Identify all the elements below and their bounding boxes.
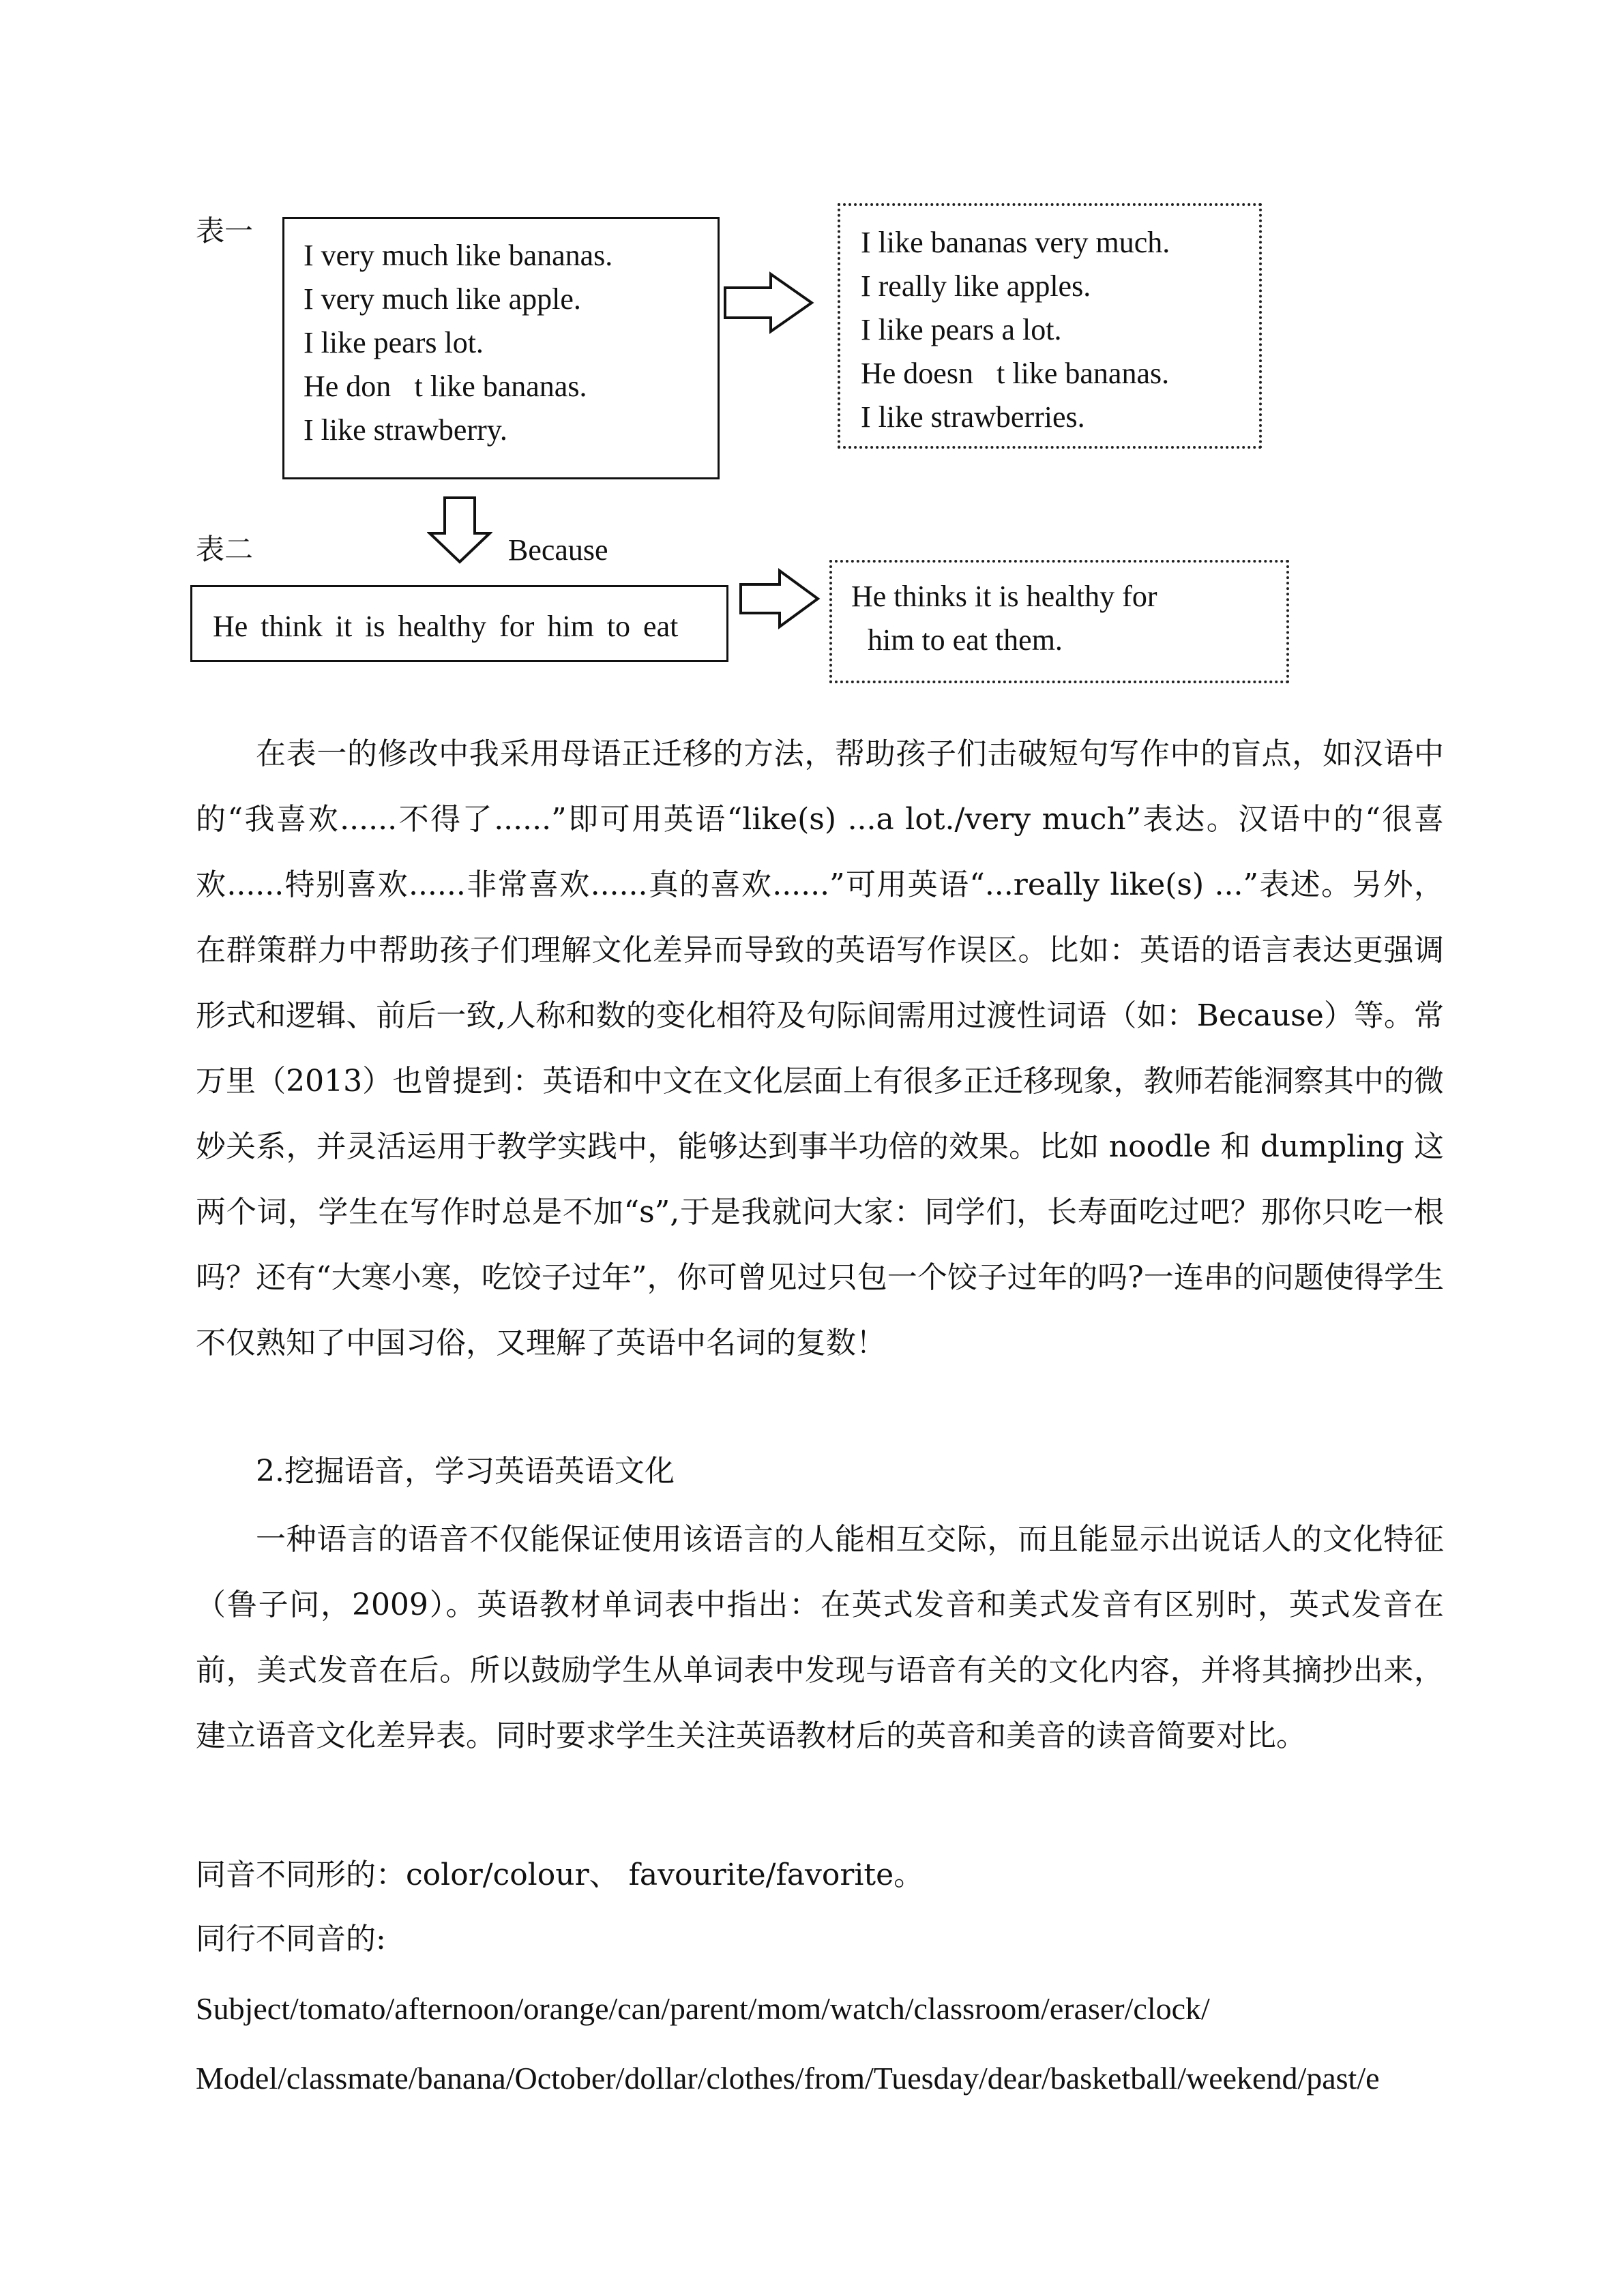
- table1-corrected-line: I like bananas very much.: [861, 226, 1170, 259]
- table2-original-line: He think it is healthy for him to eat: [213, 610, 679, 643]
- table1-label: 表一: [196, 214, 254, 248]
- table1-corrected-line: I like pears a lot.: [861, 313, 1062, 346]
- table2-corrected-line: He thinks it is healthy for: [851, 580, 1157, 613]
- table1-corrected-line: I really like apples.: [861, 269, 1091, 303]
- table2-label: 表二: [196, 533, 254, 566]
- table2-corrected-line: him to eat them.: [868, 623, 1063, 657]
- table1-original-line: I like pears lot.: [304, 326, 484, 359]
- homophone-line: 同音不同形的：color/colour、 favourite/favorite。: [196, 1858, 924, 1892]
- word-list-line: Model/classmate/banana/October/dollar/clothes/from/Tuesday/dear/basketball/weekend/past/e: [196, 2061, 1380, 2096]
- right-arrow-icon: [739, 568, 821, 629]
- table1-corrected-box: [838, 203, 1262, 449]
- table1-original-line: I very much like bananas.: [304, 239, 613, 272]
- table1-original-box: [282, 217, 720, 479]
- table1-original-line: I very much like apple.: [304, 282, 581, 316]
- table2-corrected-box: [829, 560, 1289, 683]
- paragraph-phonetics: 一种语言的语音不仅能保证使用该语言的人能相互交际，而且能显示出说话人的文化特征（鲁子问，2009）。英语教材单词表中指出：在英式发音和美式发音有区别时，英式发音在前，美式发音在后。所以鼓励学生从单词表中发现与语音有关的文化内容，并将其摘抄出来，建立语音文化差异表。同时要求学生关注英语教材后的英音和美音的读音简要对比。: [196, 1522, 1444, 1753]
- right-arrow-icon: [723, 271, 815, 334]
- down-arrow-icon: [427, 496, 492, 564]
- word-list-line: Subject/tomato/afternoon/orange/can/parent/mom/watch/classroom/eraser/clock/: [196, 1991, 1210, 2026]
- table1-original-line: He don t like bananas.: [304, 370, 587, 403]
- because-label: Because: [508, 533, 608, 567]
- table1-original-line: I like strawberry.: [304, 413, 507, 447]
- homograph-line: 同行不同音的:: [196, 1922, 386, 1956]
- paragraph-transfer: 在表一的修改中我采用母语正迁移的方法，帮助孩子们击破短句写作中的盲点，如汉语中的“我喜欢......不得了......”即可用英语“like(s) ...a lot./very much”表达。汉语中的“很喜欢......特别喜欢......非常喜欢......真的喜欢......”可用英语“...really like(s) ...”表述。另外，在群策群力中帮助孩子们理解文化差异而导致的英语写作误区。比如：英语的语言表达更强调形式和逻辑、前后一致,人称和数的变化相符及句际间需用过渡性词语（如：Because）等。常万里（2013）也曾提到：英语和中文在文化层面上有很多正迁移现象，教师若能洞察其中的微妙关系，并灵活运用于教学实践中，能够达到事半功倍的效果。比如 noodle 和 dumpling 这两个词，学生在写作时总是不加“s”,于是我就问大家：同学们，长寿面吃过吧？那你只吃一根吗？还有“大寒小寒，吃饺子过年”，你可曾见过只包一个饺子过年的吗?一连串的问题使得学生不仅熟知了中国习俗，又理解了英语中名词的复数！: [196, 736, 1444, 1360]
- table2-original-box: [190, 585, 728, 662]
- table1-corrected-line: He doesn t like bananas.: [861, 357, 1170, 390]
- section-heading: 2.挖掘语音，学习英语英语文化: [256, 1454, 675, 1489]
- table1-corrected-line: I like strawberries.: [861, 400, 1085, 434]
